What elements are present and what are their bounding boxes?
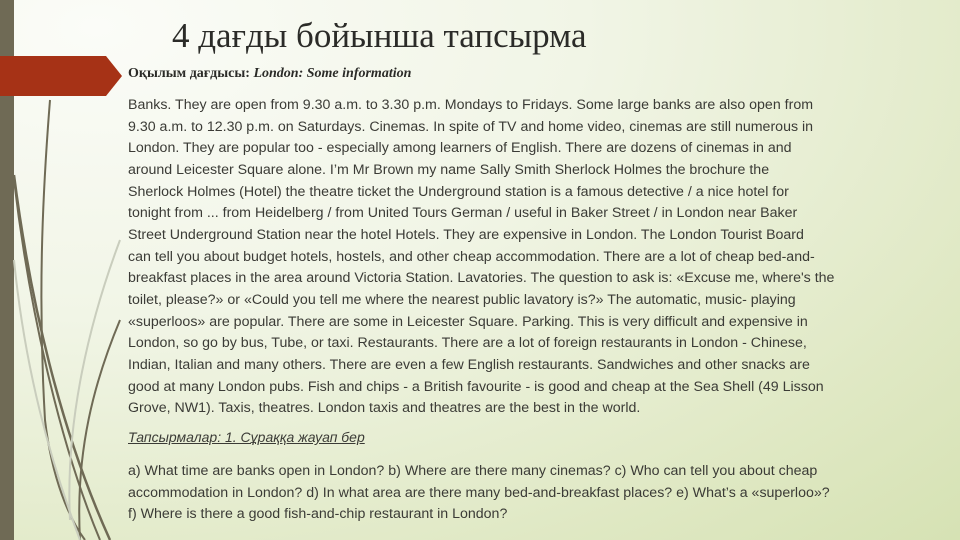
text-line: Banks. They are open from 9.30 a.m. to 3.30 p.m. Mondays to Fridays. Some large banks are also open from [128,97,814,113]
text-line: good at many London pubs. Fish and chips - a British favourite - is good and cheap at the Sea Shell (49 Lisson [128,378,824,395]
question-line: accommodation in London? d) In what area are there many bed-and-breakfast places? e) What’s a «superloo»? [128,484,830,501]
tasks-heading: Тапсырмалар: 1. Сұраққа жауап бер [128,429,365,445]
text-line: Sherlock Holmes (Hotel) the theatre ticket the Underground station is a famous detective / a nice hotel for [128,183,789,200]
text-line: Grove, NW1). Taxis, theatres. London taxis and theatres are the best in the world. [128,400,641,417]
questions-text [128,461,830,526]
text-line: Indian, Italian and many others. There are even a few English restaurants. Sandwiches and other snacks are [128,356,810,373]
text-line: toilet, please?» or «Could you tell me where the nearest public lavatory is?» The automatic, music- playing [128,291,796,308]
reading-text [128,95,943,420]
subtitle [128,66,411,82]
subtitle-topic: London: Some information [253,66,412,81]
text-line: breakfast places in the area around Victoria Station. Lavatories. The question to ask is: «Excuse me, where's the [128,270,835,287]
text-line: London, so go by bus, Tube, or taxi. Restaurants. There are a lot of foreign restaurants in London - Chinese, [128,335,807,352]
text-line: around Leicester Square alone. I’m Mr Brown my name Sally Smith Sherlock Holmes the brochure the [128,161,770,178]
question-line: f) Where is there a good fish-and-chip restaurant in London? [128,506,508,523]
text-line: «superloos» are popular. There are some in Leicester Square. Parking. This is very difficult and expensive in [128,313,808,330]
slide-title: 4 дағды бойынша тапсырма [172,16,587,55]
text-line: can tell you about budget hotels, hostels, and other cheap accommodation. There are a lot of cheap bed-and- [128,248,815,265]
subtitle-label: Оқылым дағдысы: [128,66,250,81]
text-line: London. They are popular too - especially among learners of English. There are dozens of cinemas in and [128,140,792,157]
text-line: tonight from ... from Heidelberg / from United Tours German / useful in Baker Street / in London near Baker [128,205,798,222]
text-line: 9.30 a.m. to 12.30 p.m. on Saturdays. Cinemas. In spite of TV and home video, cinemas are still numerous in [128,118,814,135]
question-line: a) What time are banks open in London? b) Where are there many cinemas? c) Who can tell you about cheap [128,463,818,479]
red-arrow-shape [0,56,122,96]
text-line: Street Underground Station near the hotel Hotels. They are expensive in London. The London Tourist Board [128,226,804,243]
